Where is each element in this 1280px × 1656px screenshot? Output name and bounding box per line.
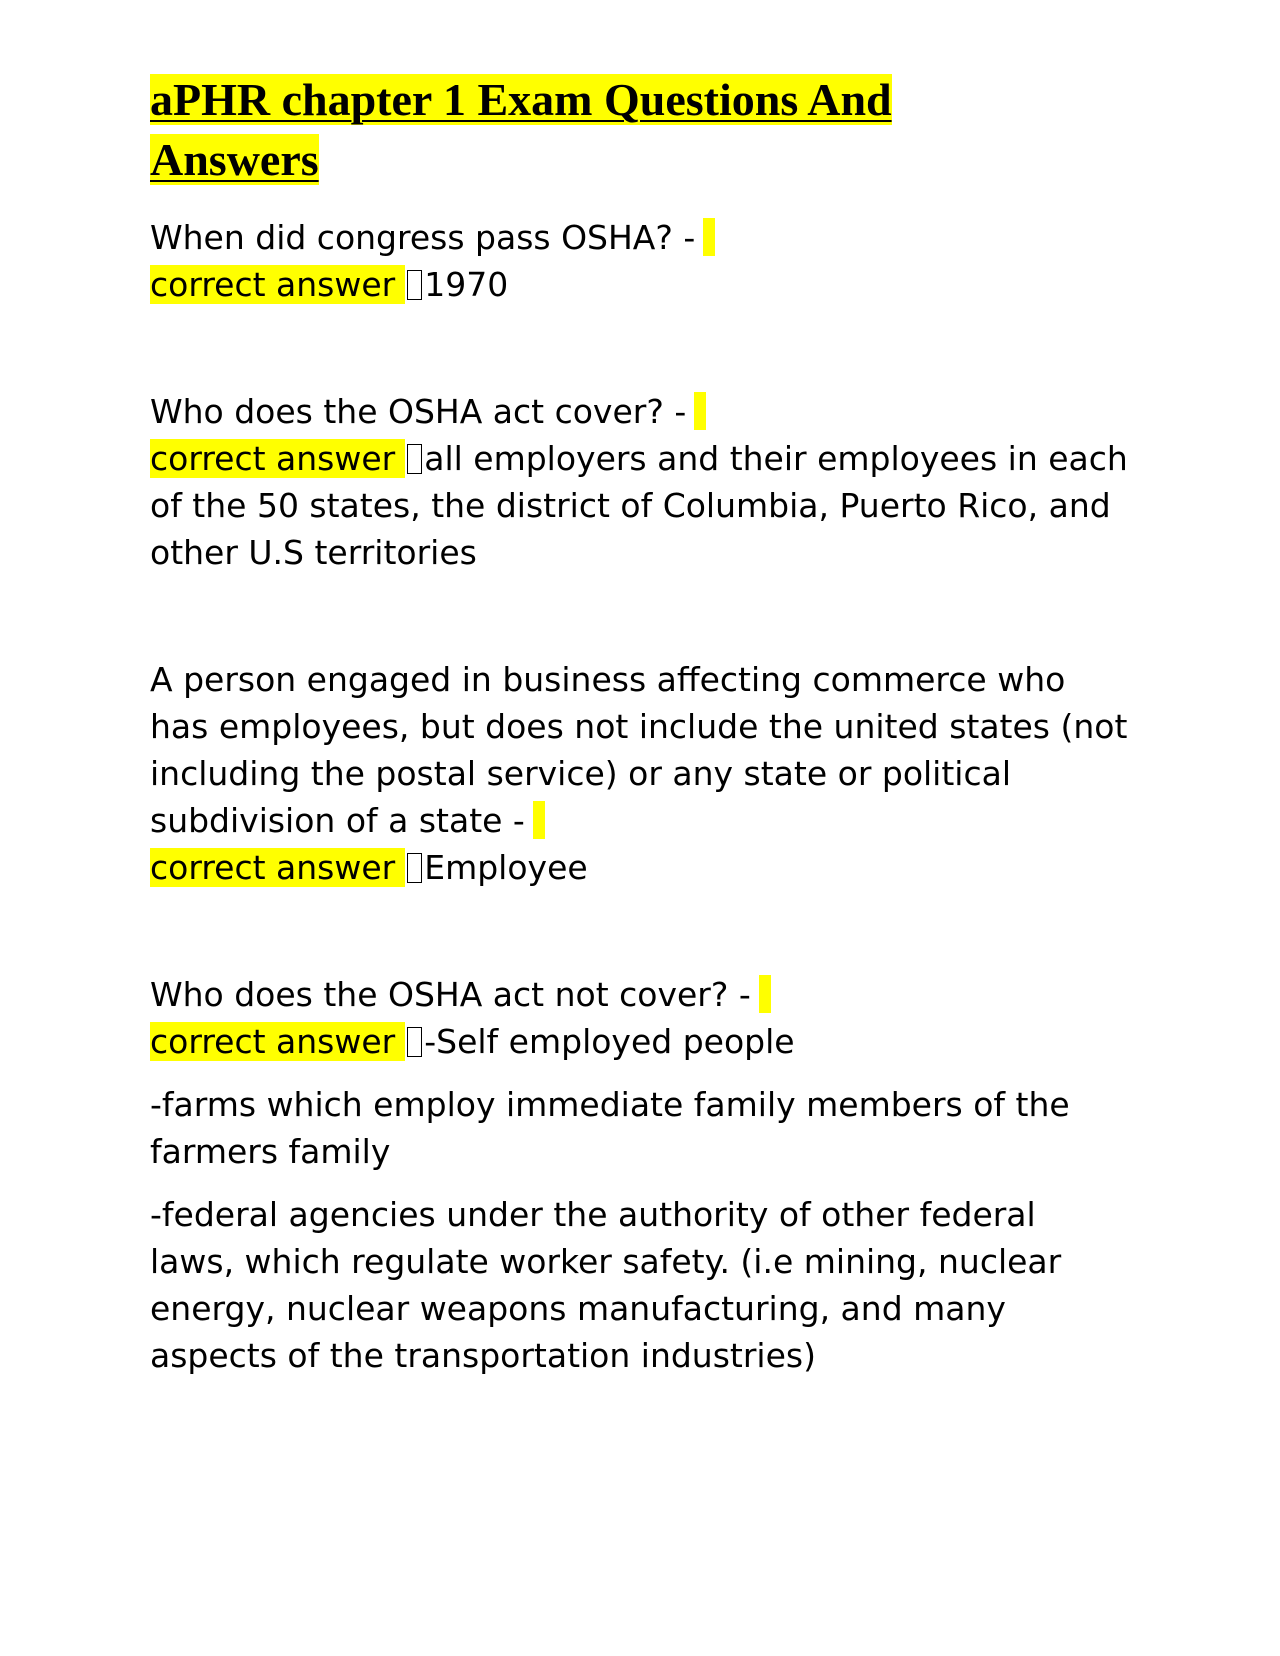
qa-item-4 — [150, 971, 1130, 1379]
answer-line — [150, 261, 1130, 308]
document-title — [150, 70, 1130, 190]
answer-label: correct answer — [150, 1022, 405, 1061]
highlight-marker — [759, 975, 771, 1013]
answer-line — [150, 435, 1130, 576]
missing-glyph-icon — [407, 270, 422, 300]
answer-text: -Self employed people — [424, 1022, 795, 1061]
highlight-marker — [703, 218, 715, 256]
answer-label: correct answer — [150, 848, 405, 887]
question-text: Who does the OSHA act cover? - — [150, 388, 1130, 435]
title-line-2: Answers — [150, 134, 319, 185]
question-text: A person engaged in business affecting commerce who has employees, but does not include the united states (not including the postal service) or any state or political subdivision of a state - — [150, 660, 1128, 840]
highlight-marker — [694, 392, 706, 430]
highlight-marker — [533, 801, 545, 839]
answer-line — [150, 844, 1130, 891]
answer-label: correct answer — [150, 439, 405, 478]
question-text: Who does the OSHA act not cover? - — [150, 971, 1130, 1018]
answer-text: Employee — [424, 848, 588, 887]
document-page — [150, 70, 1130, 1379]
question-text: When did congress pass OSHA? - — [150, 214, 1130, 261]
title-line-1: aPHR chapter 1 Exam Questions And — [150, 74, 892, 125]
missing-glyph-icon — [407, 1027, 422, 1057]
missing-glyph-icon — [407, 444, 422, 474]
answer-text: all employers and their employees in each of the 50 states, the district of Columbia, Puerto Rico, and other U.S territories — [150, 439, 1128, 572]
answer-text: 1970 — [424, 265, 509, 304]
answer-extra-2: -federal agencies under the authority of other federal laws, which regulate worker safety. (i.e mining, nuclear energy, nuclear weapons manufacturing, and many aspects of the transportation industries) — [150, 1195, 1062, 1375]
answer-extra-1: -farms which employ immediate family members of the farmers family — [150, 1085, 1070, 1171]
qa-item-3 — [150, 656, 1130, 891]
qa-list — [150, 214, 1130, 1379]
qa-item-1 — [150, 214, 1130, 308]
answer-label: correct answer — [150, 265, 405, 304]
answer-line — [150, 1018, 1130, 1065]
missing-glyph-icon — [407, 853, 422, 883]
qa-item-2 — [150, 388, 1130, 576]
